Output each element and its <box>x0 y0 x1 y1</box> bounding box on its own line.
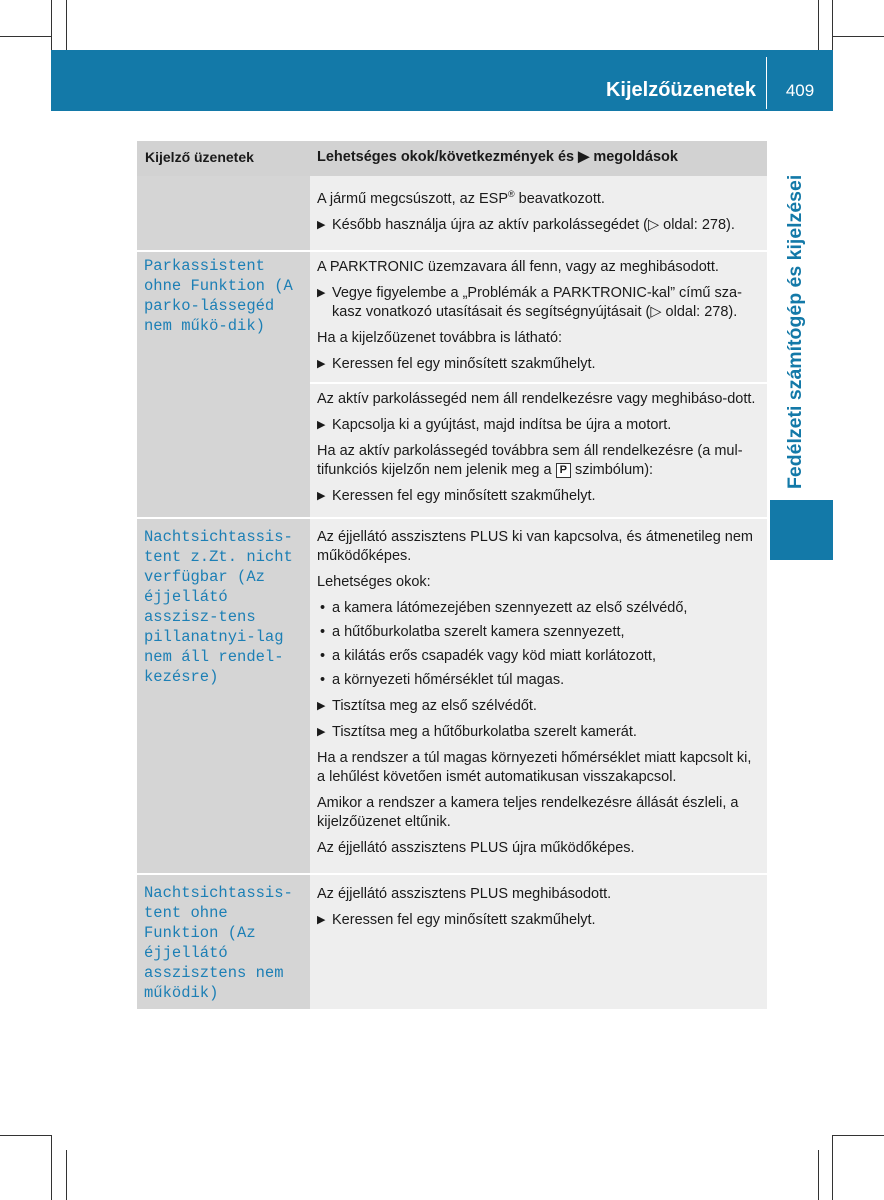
bullet-icon: • <box>320 671 326 688</box>
arrow-icon: ▶ <box>317 218 326 231</box>
side-tab <box>770 144 820 489</box>
action-text: Vegye figyelembe a „Problémák a PARKTRONIC-kal” című sza-kasz vonatkozó utasításait és segítségnyújtásait (▷ oldal: 278). <box>332 284 742 320</box>
crop-mark <box>0 36 51 37</box>
cause-text: Az éjjellátó asszisztens PLUS ki van kapcsolva, és átmenetileg nem működőképes. <box>317 528 754 564</box>
column-header-causes <box>310 141 767 176</box>
action-text: Tisztítsa meg az első szélvédőt. <box>332 697 537 714</box>
action-step <box>317 723 761 742</box>
action-step <box>317 355 761 374</box>
column-header-messages: Kijelző üzenetek <box>145 149 254 165</box>
message-cell: Nachtsichtassis-tent ohne Funktion (Az éjjellátó asszisztens nem működik) <box>137 875 310 1009</box>
cause-text: Az éjjellátó asszisztens PLUS újra működőképes. <box>317 839 635 856</box>
cause-text: Lehetséges okok: <box>317 573 431 590</box>
arrow-icon: ▶ <box>317 489 326 502</box>
crop-mark <box>51 1135 52 1200</box>
cause-bullet <box>317 623 761 642</box>
bullet-text: a környezeti hőmérséklet túl magas. <box>332 671 565 688</box>
bullet-icon: • <box>320 647 326 664</box>
registered-mark: ® <box>508 189 515 199</box>
action-text: Keressen fel egy minősített szakműhelyt. <box>332 487 596 504</box>
cause-text: Az éjjellátó asszisztens PLUS meghibásodott. <box>317 885 612 902</box>
crop-mark <box>818 1150 819 1200</box>
cause-text: Ha a kijelzőüzenet továbbra is látható: <box>317 329 563 346</box>
cause-text <box>317 185 761 209</box>
arrow-icon: ▶ <box>317 699 326 712</box>
arrow-icon: ▶ <box>317 725 326 738</box>
arrow-icon: ▶ <box>317 418 326 431</box>
action-step <box>317 911 761 930</box>
cause-text-b: beavatkozott. <box>514 190 605 207</box>
action-step <box>317 284 761 322</box>
crop-mark <box>818 0 819 50</box>
crop-mark <box>833 1135 884 1136</box>
cause-text: Az aktív parkolássegéd nem áll rendelkezésre vagy meghibáso-dott. <box>317 390 756 407</box>
cause-text-b: szimbólum): <box>574 461 654 478</box>
action-text: Keressen fel egy minősített szakműhelyt. <box>332 355 596 372</box>
crop-mark <box>832 1135 833 1200</box>
cause-text <box>317 442 761 480</box>
arrow-icon: ▶ <box>317 357 326 370</box>
bullet-icon: • <box>320 623 326 640</box>
column-header-causes-a: Lehetséges okok/következmények és <box>317 149 575 165</box>
side-tab-label: Fedélzeti számítógép és kijelzései <box>784 174 806 489</box>
cause-bullet <box>317 599 761 618</box>
crop-mark <box>833 36 884 37</box>
solution-cell <box>310 176 767 250</box>
action-text: Később használja újra az aktív parkolássegédet (▷ oldal: 278). <box>332 216 735 233</box>
side-tab-marker <box>770 500 833 560</box>
arrow-icon: ▶ <box>578 149 590 165</box>
parking-p-icon: P <box>556 463 571 478</box>
column-header-causes-b: megoldások <box>593 149 678 165</box>
solution-cell <box>310 252 767 517</box>
cause-bullet <box>317 671 761 690</box>
bullet-text: a kilátás erős csapadék vagy köd miatt korlátozott, <box>332 647 656 664</box>
table-row <box>137 176 767 250</box>
bullet-text: a kamera látómezejében szennyezett az első szélvédő, <box>332 599 688 616</box>
arrow-icon: ▶ <box>317 913 326 926</box>
action-text: Kapcsolja ki a gyújtást, majd indítsa be újra a motort. <box>332 416 672 433</box>
message-cell: Nachtsichtassis-tent z.Zt. nicht verfügbar (Az éjjellátó asszisz-tens pillanatnyi-lag nem áll rendel-kezésre) <box>137 519 310 873</box>
table-row <box>137 517 767 873</box>
crop-mark <box>66 1150 67 1200</box>
action-text: Keressen fel egy minősített szakműhelyt. <box>332 911 596 928</box>
solution-cell <box>310 519 767 873</box>
message-cell: Parkassistent ohne Funktion (A parko-lássegéd nem műkö-dik) <box>137 252 310 517</box>
action-step <box>317 416 761 435</box>
crop-mark <box>66 0 67 50</box>
cause-text: A PARKTRONIC üzemzavara áll fenn, vagy az meghibásodott. <box>317 258 719 275</box>
cause-text: Ha a rendszer a túl magas környezeti hőmérséklet miatt kapcsolt ki, a lehűlést követően ismét automatikusan visszakapcsol. <box>317 749 752 785</box>
cause-text-a: Ha az aktív parkolássegéd továbbra sem áll rendelkezésre (a mul-tifunkciós kijelzőn nem jelenik meg a <box>317 442 743 478</box>
table-row <box>137 873 767 1009</box>
crop-mark <box>0 1135 51 1136</box>
page-title: Kijelzőüzenetek <box>605 79 756 101</box>
solution-cell <box>310 875 767 1009</box>
message-table <box>137 141 767 1009</box>
table-row <box>137 250 767 517</box>
message-cell <box>137 176 310 250</box>
page-number: 409 <box>785 81 815 100</box>
action-step <box>317 216 761 235</box>
crop-mark <box>51 0 52 50</box>
table-header <box>137 141 767 176</box>
arrow-icon: ▶ <box>317 286 326 299</box>
cause-text-a: A jármű megcsúszott, az ESP <box>317 190 508 207</box>
action-step <box>317 697 761 716</box>
cause-bullet <box>317 647 761 666</box>
header-divider <box>766 57 767 109</box>
sub-section <box>310 382 767 506</box>
bullet-text: a hűtőburkolatba szerelt kamera szennyezett, <box>332 623 625 640</box>
cause-text: Amikor a rendszer a kamera teljes rendelkezésre állását észleli, a kijelzőüzenet eltűnik. <box>317 794 739 830</box>
action-step <box>317 487 761 506</box>
action-text: Tisztítsa meg a hűtőburkolatba szerelt kamerát. <box>332 723 637 740</box>
bullet-icon: • <box>320 599 326 616</box>
crop-mark <box>832 0 833 50</box>
